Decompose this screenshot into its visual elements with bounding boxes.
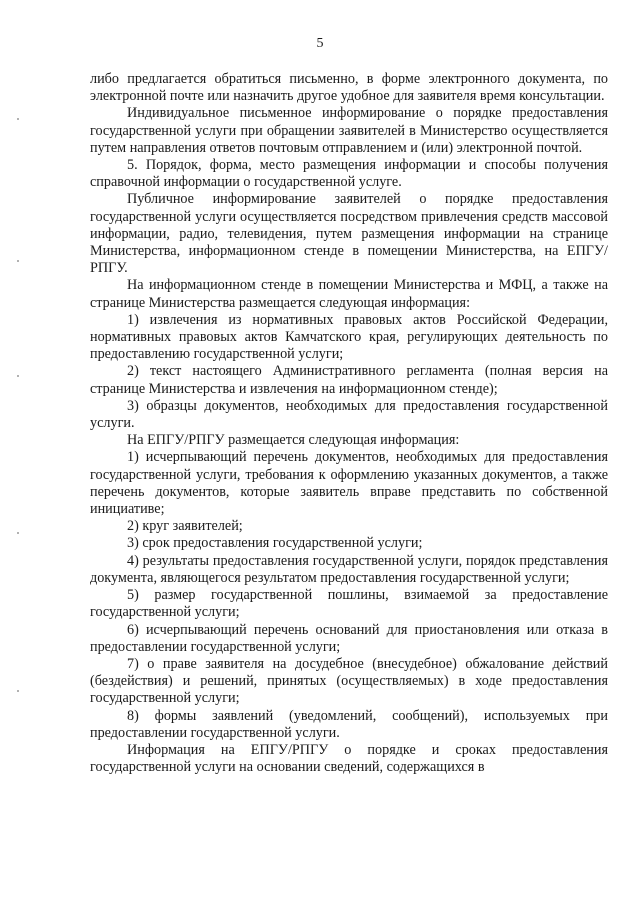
scan-speck xyxy=(17,375,19,377)
paragraph: Индивидуальное письменное информирование о порядке предоставления государственной услуги при обращении заявителей в Министерство осуществляется путем направления ответов почтовым отправлением и (или) электронной почтой. xyxy=(90,105,608,156)
paragraph: 1) извлечения из нормативных правовых актов Российской Федерации, нормативных правовых актов Камчатского края, регулирующих деятельность по предоставлению государственной услуги; xyxy=(90,311,608,363)
scan-speck xyxy=(17,532,19,534)
document-body xyxy=(90,71,608,776)
paragraph: На ЕПГУ/РПГУ размещается следующая информация: xyxy=(127,432,460,449)
paragraph: 7) о праве заявителя на досудебное (внесудебное) обжалование действий (бездействия) и решений, принятых (осуществляемых) в ходе предоставления государственной услуги; xyxy=(90,655,608,707)
paragraph: 3) срок предоставления государственной услуги; xyxy=(127,535,423,552)
paragraph: 3) образцы документов, необходимых для предоставления государственной услуги. xyxy=(90,397,608,432)
paragraph: 1) исчерпывающий перечень документов, необходимых для предоставления государственной услуги, требования к оформлению указанных документов, а также перечень документов, которые заявитель вправе представить по собственной инициативе; xyxy=(90,449,608,518)
paragraph: 2) круг заявителей; xyxy=(127,518,243,535)
paragraph: 5) размер государственной пошлины, взимаемой за предоставление государственной услуги; xyxy=(90,587,608,621)
paragraph: На информационном стенде в помещении Министерства и МФЦ, а также на странице Министерства размещается следующая информация: xyxy=(90,277,608,311)
scan-speck xyxy=(17,118,19,120)
page-number: 5 xyxy=(316,36,324,51)
scan-speck xyxy=(17,690,19,692)
paragraph: либо предлагается обратиться письменно, в форме электронного документа, по электронной почте или назначить другое удобное для заявителя время консультации. xyxy=(90,71,608,105)
scan-speck xyxy=(17,260,19,262)
paragraph: Публичное информирование заявителей о порядке предоставления государственной услуги осуществляется посредством привлечения средств массовой информации, радио, телевидения, путем размещения информации на странице Министерства, информационном стенде в помещении Министерства, на ЕПГУ/РПГУ. xyxy=(90,191,608,277)
paragraph: 6) исчерпывающий перечень оснований для приостановления или отказа в предоставлении государственной услуги; xyxy=(90,621,608,655)
paragraph: 4) результаты предоставления государственной услуги, порядок представления документа, являющегося результатом предоставления государственной услуги; xyxy=(90,552,608,586)
paragraph: Информация на ЕПГУ/РПГУ о порядке и сроках предоставления государственной услуги на основании сведений, содержащихся в xyxy=(90,741,608,776)
paragraph: 2) текст настоящего Административного регламента (полная версия на странице Министерства и извлечения на информационном стенде); xyxy=(90,363,608,397)
paragraph: 8) формы заявлений (уведомлений, сообщений), используемых при предоставлении государственной услуги. xyxy=(90,707,608,741)
paragraph: 5. Порядок, форма, место размещения информации и способы получения справочной информации о государственной услуге. xyxy=(90,157,608,191)
